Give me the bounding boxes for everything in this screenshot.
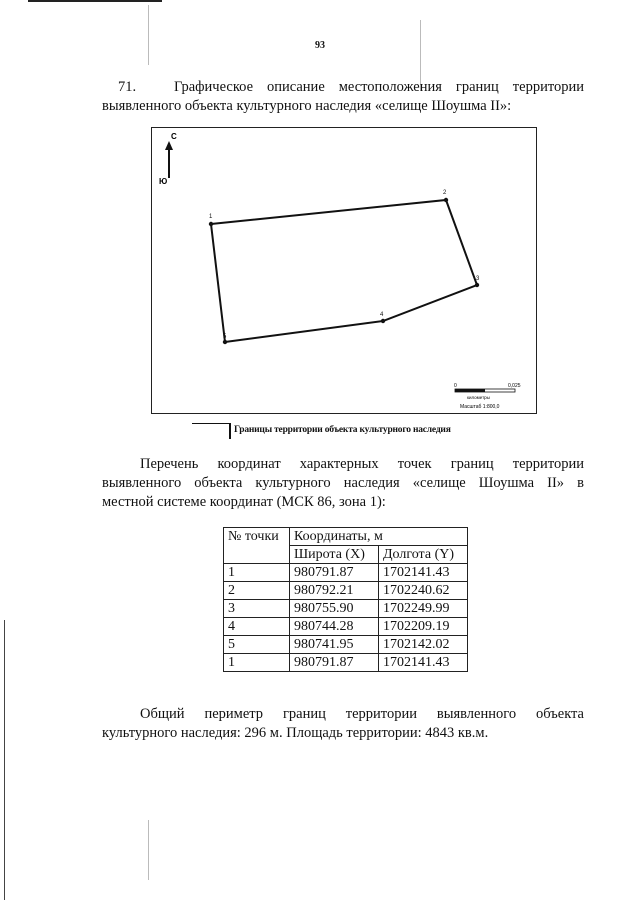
cell-point: 1: [224, 654, 290, 672]
boundary-point-5: [223, 340, 227, 344]
scale-bar: [454, 383, 521, 410]
cell-x: 980741.95: [290, 636, 379, 654]
scan-artifact-line: [148, 5, 149, 65]
intro-line3: местной системе координат (МСК 86, зона 1):: [102, 494, 386, 510]
point-label-2: 2: [443, 190, 447, 196]
coordinates-table: [223, 527, 468, 672]
summary-line1: Общий периметр границ территории выявленного объекта: [140, 706, 584, 722]
scale-unit: километры: [467, 395, 490, 400]
scale-caption: Масштаб 1:800,0: [460, 404, 500, 410]
perimeter-summary: [102, 705, 584, 743]
header-latitude: Широта (X): [290, 546, 379, 564]
table-row: [224, 564, 468, 582]
map-drawing: [152, 128, 538, 415]
boundary-point-2: [444, 198, 448, 202]
point-label-4: 4: [380, 312, 384, 318]
cell-y: 1702209.19: [379, 618, 468, 636]
legend-text: Границы территории объекта культурного наследия: [234, 425, 451, 435]
boundary-point-3: [475, 283, 479, 287]
north-arrow: [159, 132, 177, 186]
cell-point: 3: [224, 600, 290, 618]
section-number: 71.: [118, 79, 137, 95]
boundary-map: [151, 127, 537, 414]
boundary-point-1: [209, 222, 213, 226]
cell-y: 1702141.43: [379, 564, 468, 582]
cell-x: 980792.21: [290, 582, 379, 600]
table-row: [224, 636, 468, 654]
legend-line-symbol: [229, 423, 231, 439]
page-number: 93: [315, 40, 325, 51]
boundary-point-4: [381, 319, 385, 323]
cell-y: 1702142.02: [379, 636, 468, 654]
heading-text-line2: выявленного объекта культурного наследия «селище Шоушма II»:: [102, 98, 512, 114]
heading-text: Графическое описание местоположения границ территории: [174, 79, 584, 95]
compass-north-label: С: [171, 132, 177, 141]
scale-end: 0,025: [508, 383, 521, 389]
cell-x: 980744.28: [290, 618, 379, 636]
legend-line-symbol: [192, 423, 230, 424]
intro-line2: выявленного объекта культурного наследия «селище Шоушма II» в: [102, 475, 584, 491]
cell-y: 1702249.99: [379, 600, 468, 618]
cell-point: 4: [224, 618, 290, 636]
table-row: [224, 654, 468, 672]
cell-point: 5: [224, 636, 290, 654]
cell-x: 980791.87: [290, 654, 379, 672]
cell-x: 980791.87: [290, 564, 379, 582]
top-rule: [28, 0, 162, 2]
coordinate-list-intro: [102, 455, 584, 512]
point-label-3: 3: [476, 276, 480, 282]
table-row: [224, 618, 468, 636]
intro-line1: Перечень координат характерных точек границ территории: [140, 456, 584, 472]
point-label-5: 5: [223, 334, 227, 340]
map-legend: [192, 423, 522, 439]
table-row: [224, 582, 468, 600]
section-heading: [102, 78, 584, 116]
cell-point: 1: [224, 564, 290, 582]
header-coordinates: Координаты, м: [290, 528, 468, 546]
header-point: № точки: [224, 528, 290, 564]
header-longitude: Долгота (Y): [379, 546, 468, 564]
territory-boundary: [211, 200, 477, 342]
binding-edge-line: [4, 620, 5, 900]
compass-south-label: Ю: [159, 177, 168, 186]
cell-y: 1702141.43: [379, 654, 468, 672]
cell-point: 2: [224, 582, 290, 600]
summary-line2: культурного наследия: 296 м. Площадь территории: 4843 кв.м.: [102, 725, 489, 741]
table-row: [224, 600, 468, 618]
cell-y: 1702240.62: [379, 582, 468, 600]
cell-x: 980755.90: [290, 600, 379, 618]
scale-start: 0: [454, 383, 457, 389]
scan-artifact-line: [148, 820, 149, 880]
point-label-1: 1: [209, 214, 213, 220]
